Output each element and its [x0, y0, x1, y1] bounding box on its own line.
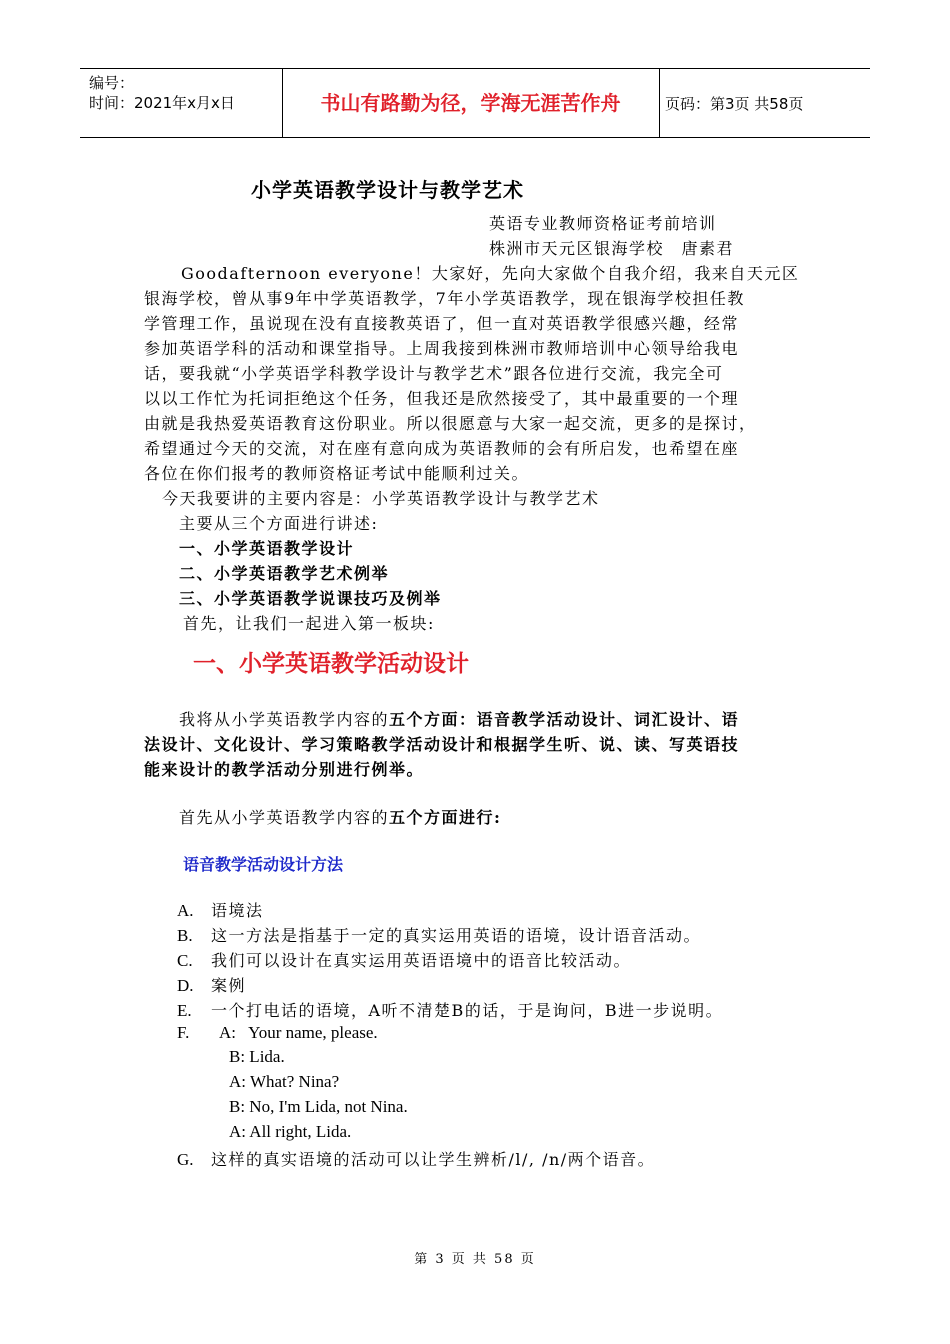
list-item	[177, 1147, 655, 1170]
list-letter: C.	[177, 951, 193, 970]
para2-bold: 五个方面：语音教学活动设计、词汇设计、语	[389, 710, 740, 729]
doc-author: 株洲市天元区银海学校 唐素君	[489, 239, 735, 258]
intro-line: 希望通过今天的交流，对在座有意向成为英语教师的会有所启发，也希望在座	[144, 439, 740, 458]
para2-line	[179, 707, 739, 730]
list-text: 案例	[211, 976, 247, 995]
dialog-line: A: All right, Lida.	[229, 1122, 352, 1141]
dialog-line: A: What? Nina?	[229, 1072, 340, 1091]
list-item	[177, 1023, 378, 1043]
aspects-intro: 主要从三个方面进行讲述:	[179, 514, 379, 533]
list-letter: B.	[177, 926, 193, 945]
intro-line: 参加英语学科的活动和课堂指导。上周我接到株洲市教师培训中心领导给我电	[144, 339, 740, 358]
list-text: 这样的真实语境的活动可以让学生辨析/l/, /n/两个语音。	[211, 1150, 656, 1169]
aspect-item: 一、小学英语教学设计	[179, 539, 355, 558]
dialog-line: B: Lida.	[229, 1047, 285, 1066]
intro-line: 各位在你们报考的教师资格证考试中能顺利过关。	[144, 464, 530, 483]
dialog-line: B: No, I'm Lida, not Nina.	[229, 1097, 408, 1116]
para3-line	[179, 805, 501, 828]
list-letter: D.	[177, 976, 194, 995]
list-item	[177, 898, 264, 921]
para3-bold: 五个方面进行:	[389, 808, 502, 827]
aspect-item: 二、小学英语教学艺术例举	[179, 564, 390, 583]
list-text: 我们可以设计在真实运用英语语境中的语音比较活动。	[211, 951, 632, 970]
header-motto: 书山有路勤为径，学海无涯苦作舟	[320, 91, 621, 115]
list-letter: E.	[177, 1001, 192, 1020]
page-footer: 第 3 页 共 58 页	[414, 1252, 536, 1267]
list-item	[177, 948, 631, 971]
para2-lead: 我将从小学英语教学内容的	[179, 710, 390, 729]
list-letter: G.	[177, 1150, 194, 1169]
header-meta	[89, 73, 235, 113]
doc-subtitle: 英语专业教师资格证考前培训	[489, 214, 717, 233]
intro-line: 话，要我就“小学英语学科教学设计与教学艺术”跟各位进行交流，我完全可	[144, 364, 724, 383]
intro-line: 银海学校，曾从事9年中学英语教学，7年小学英语教学，现在银海学校担任教	[144, 289, 745, 308]
intro-line: 以以工作忙为托词拒绝这个任务，但我还是欣然接受了，其中最重要的一个理	[144, 389, 740, 408]
list-item	[177, 998, 723, 1021]
para2-line: 法设计、文化设计、学习策略教学活动设计和根据学生听、说、读、写英语技	[144, 735, 740, 754]
intro-line: 学管理工作，虽说现在没有直接教英语了，但一直对英语教学很感兴趣，经常	[144, 314, 740, 333]
list-text: 这一方法是指基于一定的真实运用英语的语境，设计语音活动。	[211, 926, 702, 945]
header-date: 时间：2021年x月x日	[89, 94, 235, 112]
first-block-line: 首先，让我们一起进入第一板块:	[183, 614, 435, 633]
list-text: 语境法	[211, 901, 264, 920]
para3-lead: 首先从小学英语教学内容的	[179, 808, 390, 827]
header-page-number: 页码：第3页 共58页	[665, 95, 804, 113]
section-heading: 一、小学英语教学活动设计	[193, 650, 469, 677]
intro-line: Goodafternoon everyone！大家好，先向大家做个自我介绍，我来自天元区	[181, 264, 800, 283]
list-text: A: Your name, please.	[219, 1023, 378, 1042]
aspect-item: 三、小学英语教学说课技巧及例举	[179, 589, 442, 608]
list-letter: F.	[177, 1023, 190, 1042]
header-divider	[659, 69, 660, 137]
header-number: 编号：	[89, 74, 135, 92]
subsection-heading: 语音教学活动设计方法	[183, 855, 344, 874]
page-header	[80, 68, 870, 138]
intro-line: 由就是我热爱英语教育这份职业。所以很愿意与大家一起交流，更多的是探讨，	[144, 414, 757, 433]
topic-line: 今天我要讲的主要内容是：小学英语教学设计与教学艺术	[162, 489, 600, 508]
list-item	[177, 973, 246, 996]
doc-title: 小学英语教学设计与教学艺术	[251, 178, 524, 202]
para2-line: 能来设计的教学活动分别进行例举。	[144, 760, 425, 779]
list-letter: A.	[177, 901, 194, 920]
list-item	[177, 923, 701, 946]
list-text: 一个打电话的语境，A听不清楚B的话，于是询问，B进一步说明。	[211, 1001, 724, 1020]
